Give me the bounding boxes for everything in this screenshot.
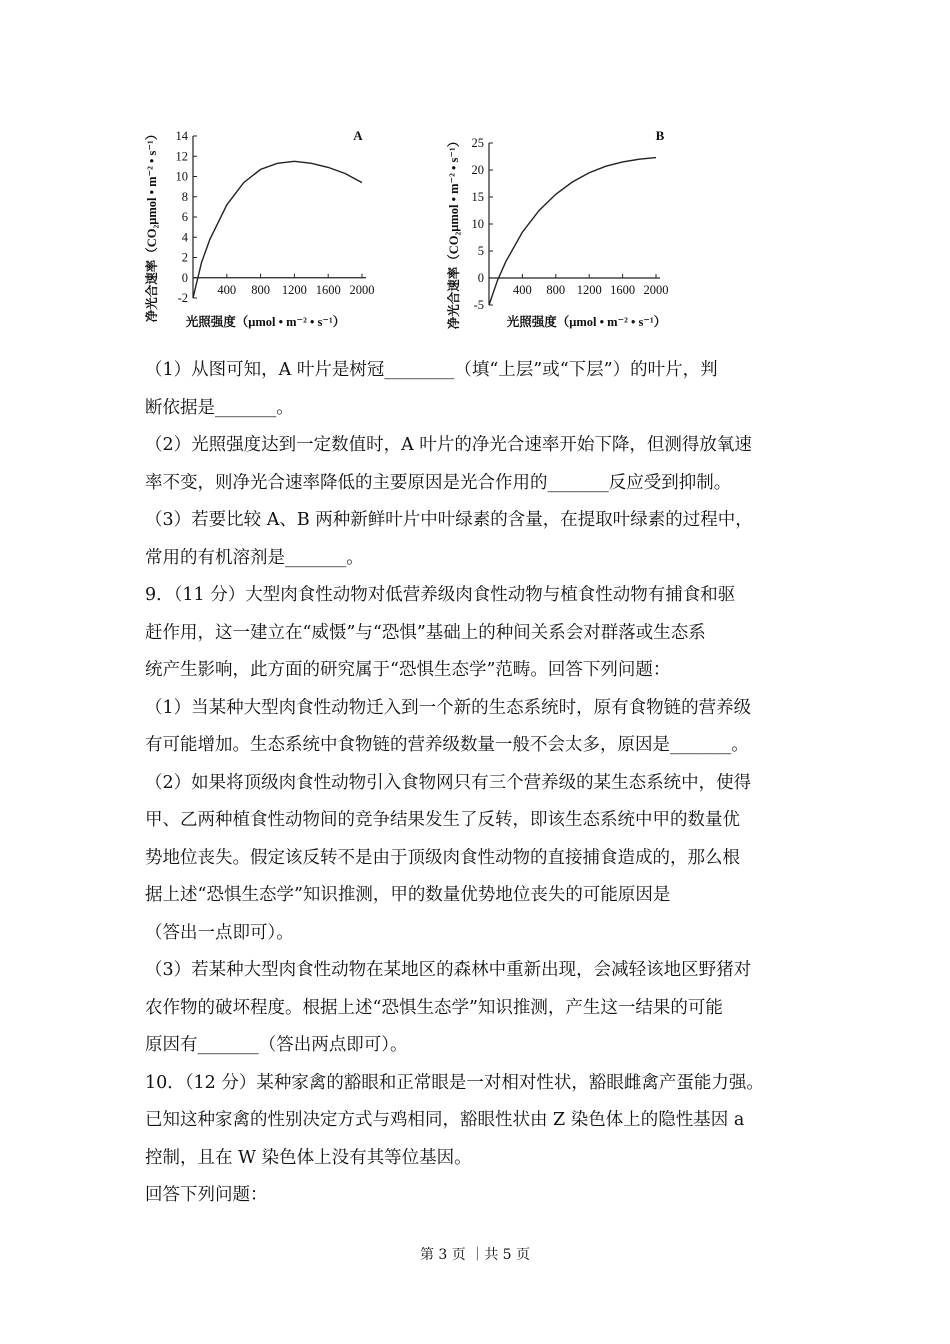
x-tick-label: 1200 <box>281 282 307 297</box>
page-footer: 第 3 页 ｜共 5 页 <box>419 1247 531 1263</box>
text-line: 断依据是_______。 <box>145 397 294 418</box>
chart-title: A <box>353 128 363 143</box>
x-axis-label: 光照强度（μmol • m⁻² • s⁻¹） <box>185 315 346 329</box>
question-heading: 10．（12 分）某种家禽的豁眼和正常眼是一对相对性状，豁眼雌禽产蛋能力强。 <box>145 1072 764 1093</box>
y-tick-label: 10 <box>471 217 484 231</box>
y-tick-label: 10 <box>175 169 188 184</box>
y-tick-label: 25 <box>471 136 484 150</box>
y-tick-label: -2 <box>177 291 188 305</box>
text-line: 势地位丧失。假定该反转不是由于顶级肉食性动物的直接捕食造成的，那么根 <box>145 847 740 868</box>
y-tick-label: 0 <box>181 270 188 285</box>
text-line: （3）若要比较 A、B 两种新鲜叶片中叶绿素的含量，在提取叶绿素的过程中， <box>145 510 753 530</box>
question-text <box>145 352 815 1215</box>
y-axis-label: 净光合速率（CO₂μmol • m⁻² • s⁻¹） <box>145 127 159 323</box>
y-tick-label: 0 <box>477 271 484 285</box>
chart-title: B <box>655 128 665 143</box>
text-line: 赶作用，这一建立在“威慑”与“恐惧”基础上的种间关系会对群落或生态系 <box>145 622 706 643</box>
x-tick-label: 2000 <box>349 282 375 297</box>
y-tick-label: 15 <box>471 190 484 204</box>
text-line: 原因有_______（答出两点即可）。 <box>145 1035 408 1055</box>
y-tick-label: 20 <box>471 163 484 177</box>
figure-area <box>140 120 700 340</box>
text-line: 控制，且在 W 染色体上没有其等位基因。 <box>145 1147 472 1168</box>
text-line: 率不变，则净光合速率降低的主要原因是光合作用的_______反应受到抑制。 <box>145 472 732 493</box>
x-tick-label: 400 <box>513 283 532 297</box>
question-heading: 9．（11 分）大型肉食性动物对低营养级肉食性动物与植食性动物有捕食和驱 <box>145 585 736 605</box>
chart-a <box>140 120 380 340</box>
text-line: （1）从图可知，A 叶片是树冠________（填“上层”或“下层”）的叶片，判 <box>145 360 718 380</box>
x-tick-label: 400 <box>217 282 237 297</box>
y-tick-label: 5 <box>477 244 484 258</box>
y-tick-label: -5 <box>473 298 484 312</box>
x-tick-label: 800 <box>251 282 270 297</box>
text-line: 农作物的破坏程度。根据上述“恐惧生态学”知识推测，产生这一结果的可能 <box>145 997 723 1018</box>
text-line: 回答下列问题： <box>145 1185 268 1205</box>
y-tick-label: 12 <box>175 149 188 164</box>
x-tick-label: 1600 <box>610 283 636 297</box>
y-tick-label: 8 <box>181 189 188 204</box>
y-axis-label: 净光合速率（CO₂μmol • m⁻² • s⁻¹） <box>447 134 461 330</box>
text-line: 有可能增加。生态系统中食物链的营养级数量一般不会太多，原因是_______。 <box>145 735 749 755</box>
text-line: （2）如果将顶级肉食性动物引入食物网只有三个营养级的某生态系统中，使得 <box>145 772 752 793</box>
text-line: （答出一点即可）。 <box>145 922 294 943</box>
text-line: （2）光照强度达到一定数值时，A 叶片的净光合速率开始下降，但测得放氧速 <box>145 435 752 455</box>
x-tick-label: 800 <box>546 283 566 297</box>
y-tick-label: 2 <box>181 250 188 265</box>
chart-b <box>440 120 700 340</box>
text-line: 甲、乙两种植食性动物间的竞争结果发生了反转，即该生态系统中甲的数量优 <box>145 810 740 830</box>
y-tick-label: 4 <box>181 230 188 245</box>
text-line: （1）当某种大型肉食性动物迁入到一个新的生态系统时，原有食物链的营养级 <box>145 697 752 718</box>
y-tick-label: 14 <box>175 129 188 143</box>
text-line: 据上述“恐惧生态学”知识推测，甲的数量优势地位丧失的可能原因是 <box>145 885 671 905</box>
x-tick-label: 1600 <box>315 282 341 297</box>
x-tick-label: 1200 <box>576 283 602 297</box>
x-axis-label: 光照强度（μmol • m⁻² • s⁻¹） <box>506 315 667 329</box>
text-line: 统产生影响，此方面的研究属于“恐惧生态学”范畴。回答下列问题： <box>145 660 671 680</box>
text-line: （3）若某种大型肉食性动物在某地区的森林中重新出现，会减轻该地区野猪对 <box>145 960 752 980</box>
x-tick-label: 2000 <box>643 283 669 297</box>
text-line: 常用的有机溶剂是_______。 <box>145 547 364 568</box>
y-tick-label: 6 <box>181 210 188 224</box>
text-line: 已知这种家禽的性别决定方式与鸡相同，豁眼性状由 Z 染色体上的隐性基因 a <box>145 1110 745 1130</box>
